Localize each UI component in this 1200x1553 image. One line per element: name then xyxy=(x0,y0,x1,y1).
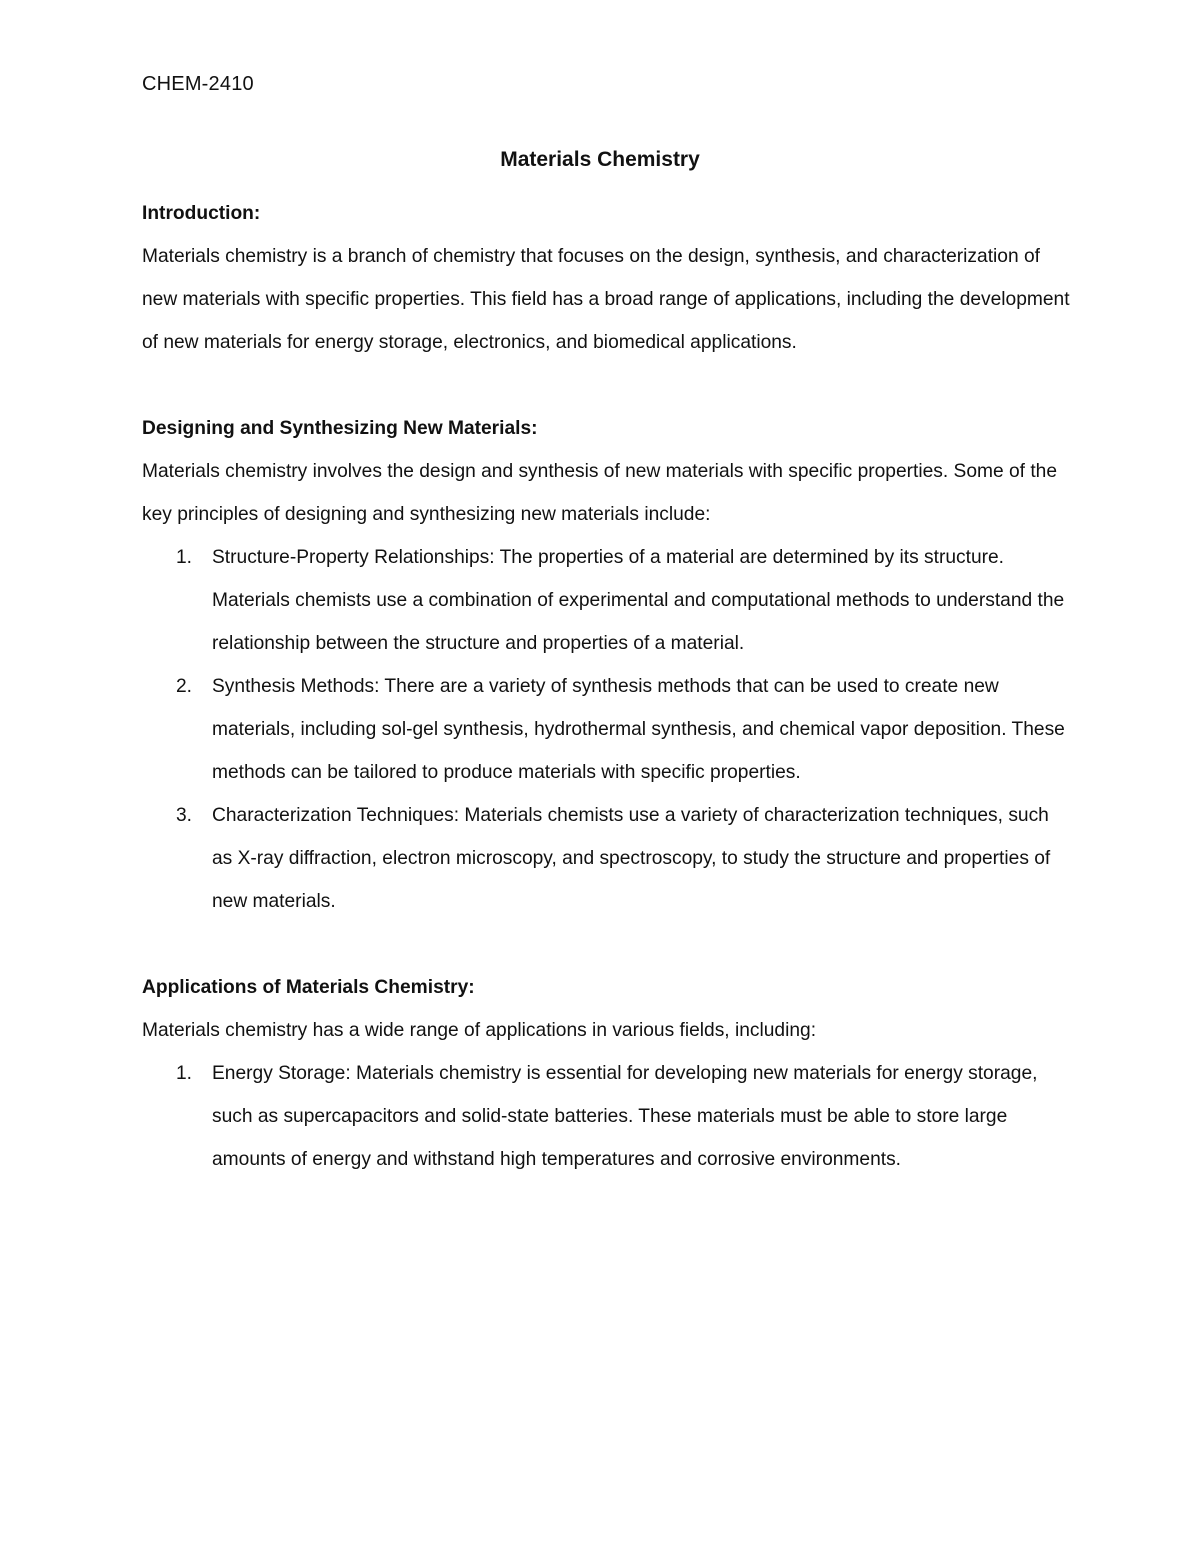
section-applications xyxy=(142,966,1072,1181)
course-code: CHEM-2410 xyxy=(142,73,254,95)
section-designing-synthesizing xyxy=(142,407,1072,923)
section-paragraph: Materials chemistry is a branch of chemistry that focuses on the design, synthesis, and characterization of new materials with specific properties. This field has a broad range of applications, including the development of new materials for energy storage, electronics, and biomedical applications. xyxy=(142,246,1070,353)
list-item xyxy=(142,536,1072,665)
section-heading: Designing and Synthesizing New Materials: xyxy=(142,418,538,439)
numbered-list xyxy=(142,1052,1072,1181)
document-title: Materials Chemistry xyxy=(500,148,700,171)
list-item-text: Synthesis Methods: There are a variety of synthesis methods that can be used to create new materials, including sol-gel synthesis, hydrothermal synthesis, and chemical vapor deposition. These methods can be tailored to produce materials with specific properties. xyxy=(212,676,1065,783)
list-number: 1. xyxy=(176,1063,193,1084)
list-number: 1. xyxy=(176,547,193,568)
document-body xyxy=(142,192,1072,1181)
list-item-text: Structure-Property Relationships: The properties of a material are determined by its structure. Materials chemists use a combination of experimental and computational methods to understand the relationship between the structure and properties of a material. xyxy=(212,547,1065,654)
list-item xyxy=(142,1052,1072,1181)
section-introduction xyxy=(142,192,1072,364)
list-item-text: Characterization Techniques: Materials chemists use a variety of characterization techniques, such as X-ray diffraction, electron microscopy, and spectroscopy, to study the structure and properties of new materials. xyxy=(212,805,1051,912)
section-heading: Applications of Materials Chemistry: xyxy=(142,977,475,998)
section-paragraph: Materials chemistry involves the design and synthesis of new materials with specific properties. Some of the key principles of designing and synthesizing new materials include: xyxy=(142,461,1058,525)
list-number: 3. xyxy=(176,805,193,826)
list-number: 2. xyxy=(176,676,193,697)
numbered-list xyxy=(142,536,1072,923)
list-item xyxy=(142,794,1072,923)
section-heading: Introduction: xyxy=(142,203,261,224)
list-item-text: Energy Storage: Materials chemistry is essential for developing new materials for energy storage, such as supercapacitors and solid-state batteries. These materials must be able to store large amounts of energy and withstand high temperatures and corrosive environments. xyxy=(212,1063,1038,1170)
list-item xyxy=(142,665,1072,794)
section-paragraph: Materials chemistry has a wide range of applications in various fields, including: xyxy=(142,1020,817,1041)
